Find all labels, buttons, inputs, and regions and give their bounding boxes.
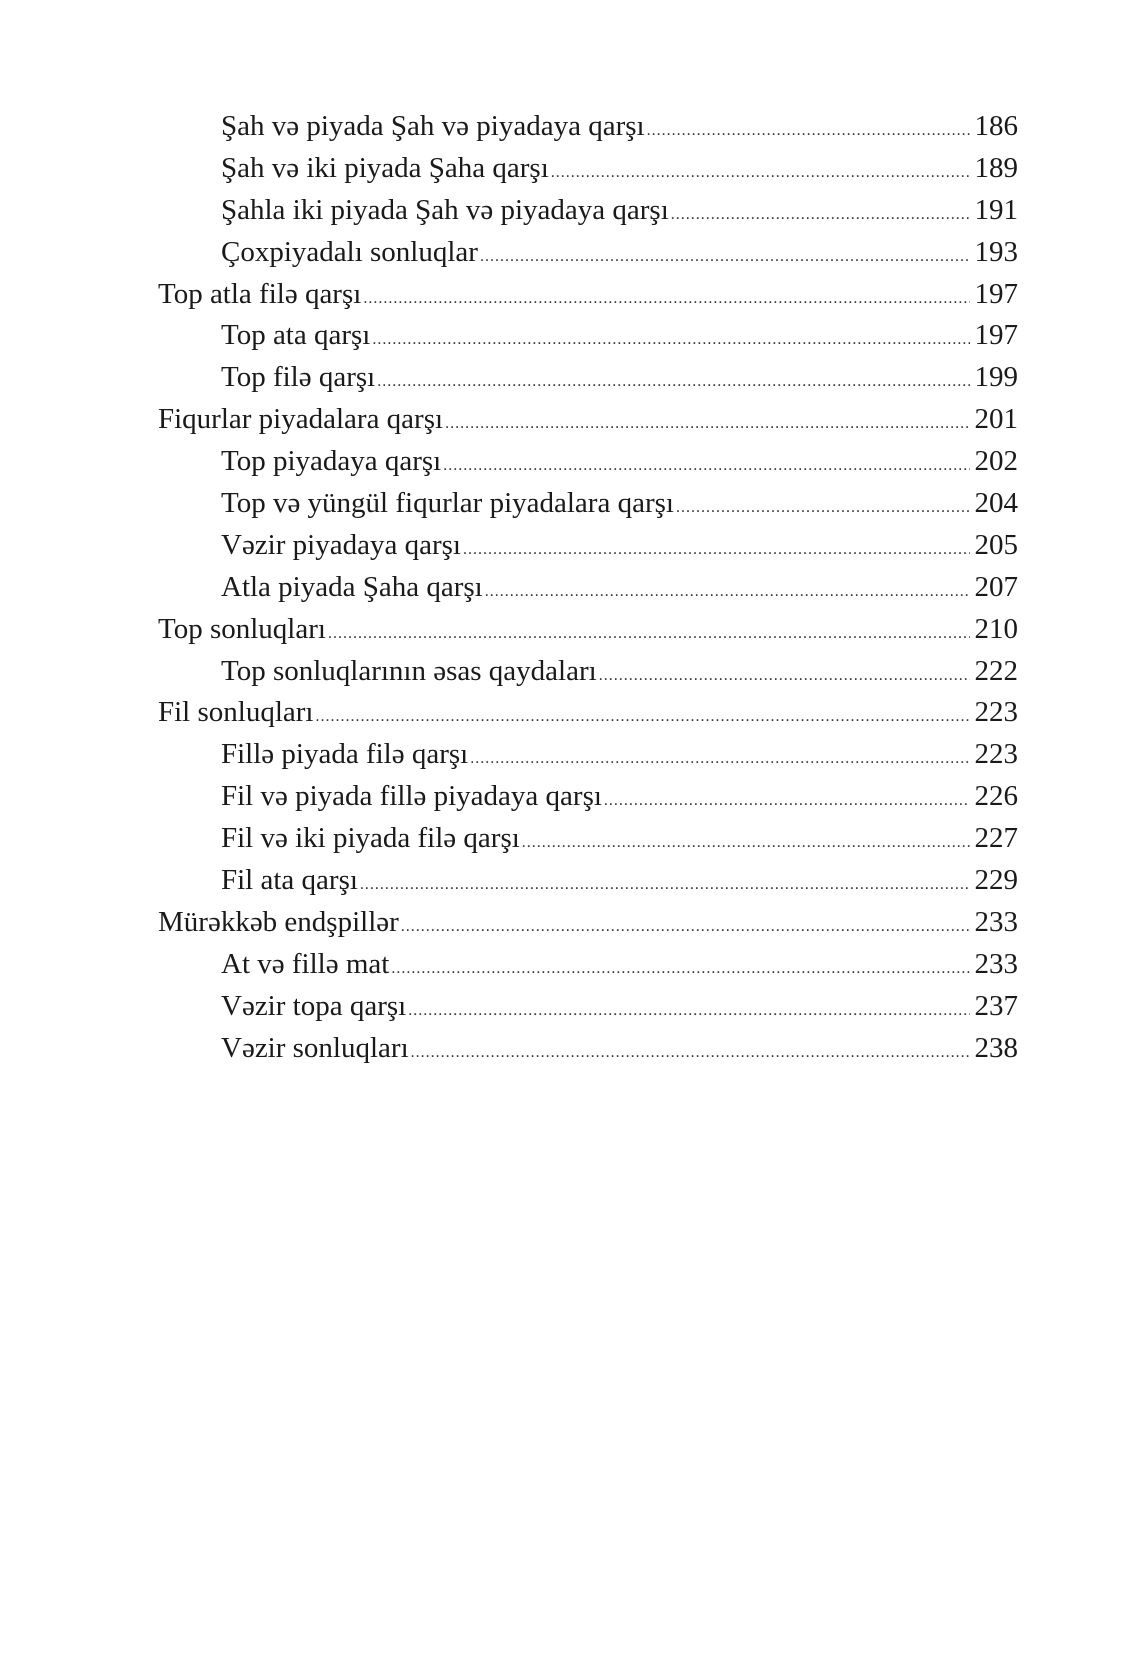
toc-entry-page-number: 229: [974, 864, 1018, 897]
toc-entry: [158, 1028, 1018, 1070]
toc-entry-page-number: 207: [974, 570, 1018, 603]
toc-entry-page-number: 204: [974, 487, 1018, 520]
toc-entry-page-number: 193: [974, 235, 1018, 268]
dot-leader: [401, 919, 970, 935]
toc-entry: [158, 525, 1018, 567]
toc-entry-title: Çoxpiyadalı sonluqlar: [221, 235, 478, 268]
toc-entry: [158, 902, 1018, 944]
dot-leader: [328, 626, 970, 642]
toc-entry-page-number: 238: [974, 1031, 1018, 1064]
toc-entry-page-number: 202: [974, 445, 1018, 478]
toc-entry-page-number: 226: [974, 780, 1018, 813]
toc-entry-page-number: 222: [974, 654, 1018, 687]
toc-entry-page-number: 233: [974, 905, 1018, 938]
toc-entry-page-number: 233: [974, 947, 1018, 980]
toc-entry-page-number: 186: [974, 110, 1018, 142]
toc-entry: [158, 944, 1018, 986]
toc-entry: [158, 357, 1018, 399]
toc-entry-page-number: 197: [974, 277, 1018, 310]
dot-leader: [480, 249, 970, 265]
toc-entry-title: Şahla iki piyada Şah və piyadaya qarşı: [221, 193, 669, 226]
toc-entry: [158, 483, 1018, 525]
dot-leader: [391, 961, 970, 977]
toc-entry: [158, 692, 1018, 734]
toc-entry: [158, 274, 1018, 316]
toc-entry-title: Top piyadaya qarşı: [221, 445, 442, 478]
toc-entry-page-number: 189: [974, 151, 1018, 184]
dot-leader: [522, 835, 970, 851]
dot-leader: [671, 207, 970, 223]
toc-entry-title: Fiqurlar piyadalara qarşı: [158, 403, 444, 436]
dot-leader: [470, 751, 970, 767]
dot-leader: [599, 668, 970, 684]
toc-entry: [158, 734, 1018, 776]
toc-entry: [158, 818, 1018, 860]
dot-leader: [463, 542, 970, 558]
dot-leader: [363, 291, 970, 307]
toc-entry: [158, 148, 1018, 190]
dot-leader: [676, 500, 970, 516]
toc-entry-title: Fil və iki piyada filə qarşı: [221, 822, 520, 855]
toc-entry: [158, 190, 1018, 232]
dot-leader: [372, 332, 970, 348]
toc-entry-title: Fil ata qarşı: [221, 864, 358, 897]
dot-leader: [411, 1045, 970, 1061]
dot-leader: [315, 709, 970, 725]
dot-leader: [551, 165, 970, 181]
toc-entry-page-number: 191: [974, 193, 1018, 226]
toc-entry: [158, 232, 1018, 274]
toc-entry: [158, 776, 1018, 818]
toc-entry: [158, 399, 1018, 441]
toc-entry-title: Fillə piyada filə qarşı: [221, 738, 469, 771]
toc-entry-title: Vəzir sonluqları: [221, 1031, 409, 1064]
toc-entry-title: Fil sonluqları: [158, 696, 314, 729]
toc-entry: [158, 441, 1018, 483]
toc-entry-title: Top atla filə qarşı: [158, 277, 362, 310]
toc-entry-title: Top sonluqları: [158, 612, 326, 645]
dot-leader: [360, 877, 970, 893]
toc-entry-page-number: 205: [974, 528, 1018, 561]
toc-entry: [158, 609, 1018, 651]
toc-entry-title: Top ata qarşı: [221, 319, 371, 352]
toc-entry: [158, 986, 1018, 1028]
toc-entry-title: Atla piyada Şaha qarşı: [221, 570, 483, 603]
toc-entry-title: Şah və piyada Şah və piyadaya qarşı: [221, 110, 645, 142]
dot-leader: [377, 374, 970, 390]
toc-entry-title: Mürəkkəb endşpillər: [158, 905, 399, 938]
dot-leader: [485, 584, 970, 600]
toc-entry-title: Fil və piyada fillə piyadaya qarşı: [221, 780, 602, 813]
table-of-contents: [158, 106, 1018, 1069]
dot-leader: [408, 1003, 970, 1019]
toc-entry-page-number: 210: [974, 612, 1018, 645]
dot-leader: [445, 416, 970, 432]
toc-entry-page-number: 237: [974, 989, 1018, 1022]
dot-leader: [443, 458, 970, 474]
toc-entry-title: Top sonluqlarının əsas qaydaları: [221, 654, 597, 687]
toc-entry-page-number: 197: [974, 319, 1018, 352]
toc-entry-page-number: 201: [974, 403, 1018, 436]
toc-entry-title: Şah və iki piyada Şaha qarşı: [221, 151, 549, 184]
toc-entry-title: Vəzir topa qarşı: [221, 989, 407, 1022]
toc-entry-title: Vəzir piyadaya qarşı: [221, 528, 461, 561]
toc-entry-title: Top filə qarşı: [221, 361, 376, 394]
dot-leader: [604, 793, 970, 809]
toc-entry: [158, 315, 1018, 357]
toc-entry-page-number: 223: [974, 738, 1018, 771]
toc-entry-page-number: 199: [974, 361, 1018, 394]
toc-entry: [158, 567, 1018, 609]
toc-entry: [158, 860, 1018, 902]
toc-entry-page-number: 223: [974, 696, 1018, 729]
dot-leader: [647, 123, 970, 139]
toc-entry-title: Top və yüngül fiqurlar piyadalara qarşı: [221, 487, 674, 520]
toc-entry: [158, 106, 1018, 148]
toc-entry: [158, 651, 1018, 693]
toc-entry-title: At və fillə mat: [221, 947, 390, 980]
toc-entry-page-number: 227: [974, 822, 1018, 855]
